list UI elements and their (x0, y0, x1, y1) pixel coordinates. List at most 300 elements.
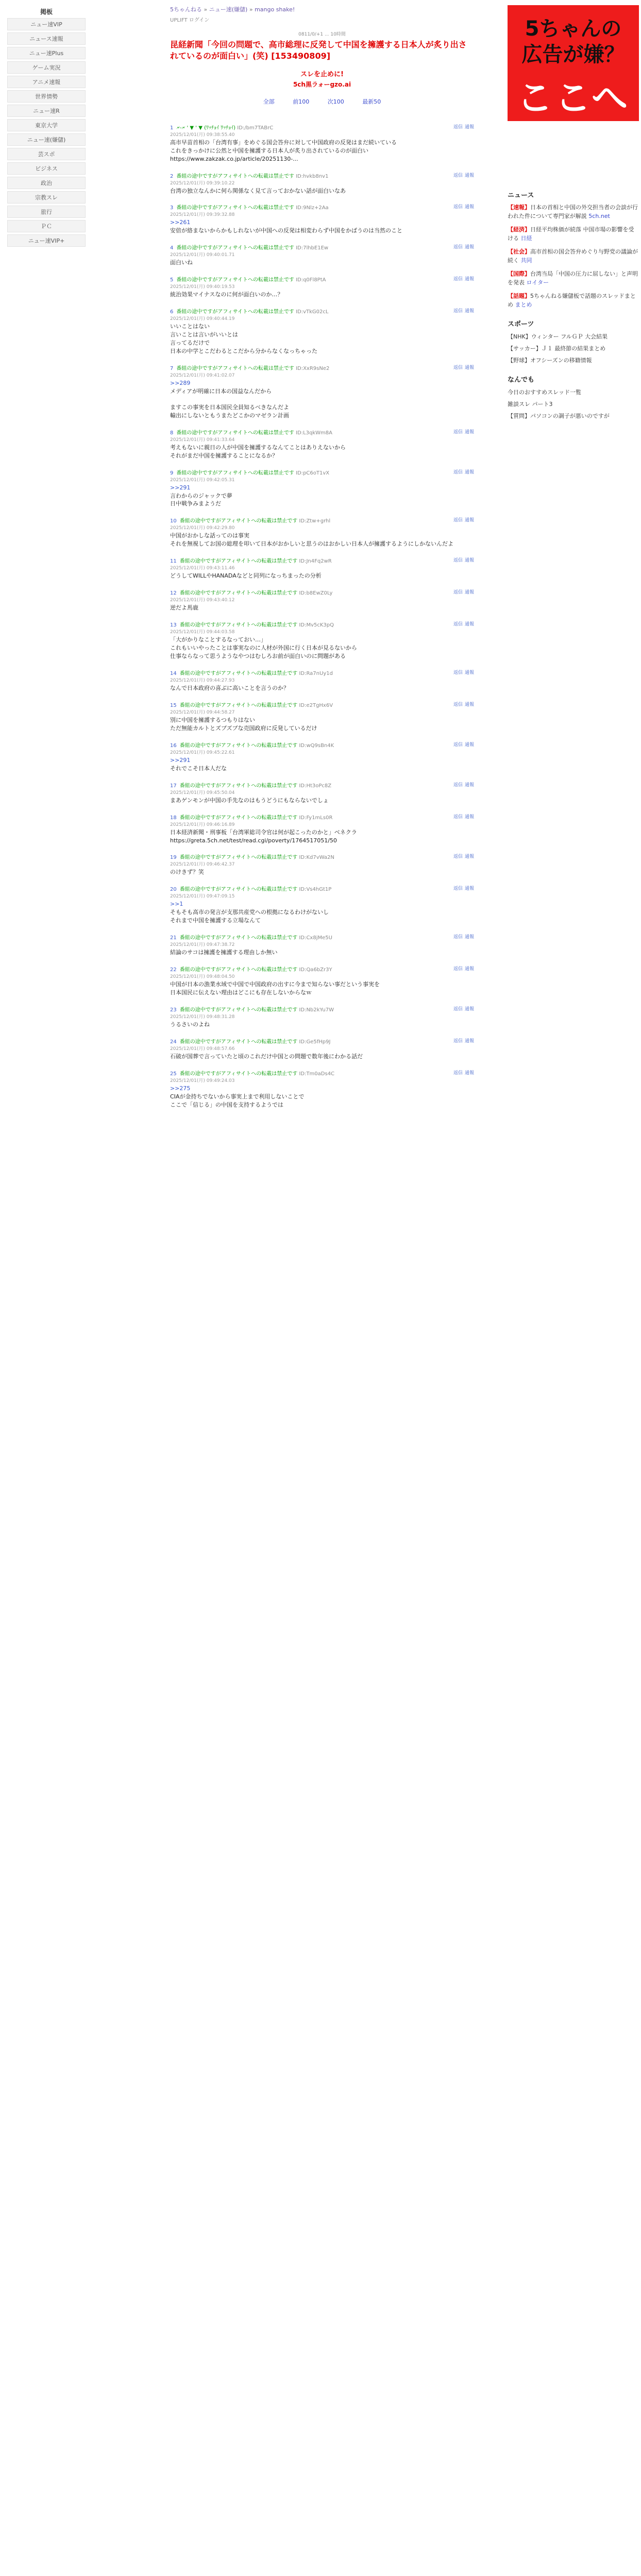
post-id[interactable]: ID:Kd7vWa2N (299, 855, 334, 861)
sidebar-item[interactable]: 東京大学 (7, 119, 86, 131)
report-button[interactable]: 通報 (464, 469, 474, 475)
post (170, 669, 474, 692)
post-actions (451, 933, 474, 940)
post-actions (451, 741, 474, 748)
post-body (170, 259, 474, 267)
post-date: 2025/12/01(月) 09:39:32.88 (170, 212, 235, 218)
reply-button[interactable]: 返信 (453, 1007, 463, 1012)
post-line: 統治効果マイナスなのに何が面白いのか…？ (170, 291, 283, 298)
post (170, 853, 474, 876)
sidebar-item[interactable]: ニュー速Plus (7, 47, 86, 59)
post-name: 番組の途中ですがアフィサイトへの転載は禁止です (179, 783, 298, 789)
report-button[interactable]: 通報 (464, 365, 474, 370)
report-button[interactable]: 通報 (464, 886, 474, 892)
post-name: 番組の途中ですがアフィサイトへの転載は禁止です (176, 470, 294, 476)
post-name: 番組の途中ですがアフィサイトへの転載は禁止です (179, 815, 298, 821)
news-text: 日本の首相と中国の外交担当者の会談が行われた件について専門家が解説 (508, 204, 638, 219)
post-line: これもいいやったことは事実なのに人材が外国に行く日本が見るないから (170, 645, 357, 652)
sidebar-item[interactable]: ニュー速VIP+ (7, 234, 86, 247)
post-date: 2025/12/01(月) 09:42:29.80 (170, 526, 235, 531)
post-line: うるさいのよね (170, 1021, 210, 1028)
news-text: 台湾当局「中国の圧力に屈しない」と声明を発表 (508, 270, 638, 286)
reply-button[interactable]: 返信 (453, 277, 463, 282)
post-date: 2025/12/01(月) 09:42:05.31 (170, 477, 235, 483)
reply-anchor[interactable]: >>291 (170, 484, 191, 491)
post-actions (451, 556, 474, 563)
report-button[interactable]: 通報 (464, 429, 474, 435)
post-id[interactable]: ID:Ge5fHp9J (299, 1039, 331, 1045)
post-line: それを無視してお国の総理を叩いて日本がおかしいと思うのはおかしい日本人が擁護するようにしかないんだよ (170, 540, 453, 548)
post-body (170, 139, 474, 163)
post-id[interactable]: ID:XxR9sNe2 (296, 365, 330, 371)
thread-nav (170, 97, 474, 106)
reply-button[interactable]: 返信 (453, 935, 463, 940)
news-source[interactable]: 5ch.net (588, 212, 610, 219)
news-item[interactable] (508, 270, 639, 287)
sports-item[interactable]: 【NHK】ウィンター フルＧＰ 大会結果 (508, 333, 608, 340)
news-tag: 【速報】 (508, 204, 530, 211)
post-number[interactable]: 9 (170, 470, 174, 476)
post (170, 516, 474, 548)
post-actions (451, 669, 474, 675)
sidebar-item[interactable]: ニュー速(嫌儲) (7, 133, 86, 146)
post-number[interactable]: 25 (170, 1071, 177, 1077)
post-date: 2025/12/01(月) 09:45:50.04 (170, 790, 235, 795)
reply-button[interactable]: 返信 (453, 429, 463, 435)
post-line: 日中戦争みまようだ (170, 500, 221, 507)
post-number[interactable]: 18 (170, 815, 177, 821)
post-name: 番組の途中ですがアフィサイトへの転載は禁止です (179, 590, 298, 597)
post-header (170, 669, 474, 676)
post-line: 石破が国葬で言っていたと頃のこれだけ中国との問題で数年後にわかる話だ (170, 1053, 363, 1060)
post-date: 2025/12/01(月) 09:48:31.28 (170, 1014, 235, 1020)
report-button[interactable]: 通報 (464, 854, 474, 860)
post-name: 番組の途中ですがアフィサイトへの転載は禁止です (179, 1071, 298, 1077)
post-actions (451, 885, 474, 891)
post-name: 番組の途中ですがアフィサイトへの転載は禁止です (179, 967, 298, 973)
post (170, 885, 474, 925)
banner-line: ここへ (516, 77, 630, 119)
post (170, 741, 474, 773)
report-button[interactable]: 通報 (464, 558, 474, 564)
sidebar-item[interactable]: アニメ速報 (7, 76, 86, 88)
news-tag: 【経済】 (508, 226, 530, 233)
post-actions (451, 813, 474, 820)
main-content (170, 0, 474, 1117)
post-line: 逆だよ馬鹿 (170, 604, 198, 612)
post (170, 933, 474, 957)
post-number[interactable]: 17 (170, 783, 177, 789)
post-body (170, 572, 474, 580)
news-item[interactable] (508, 204, 639, 221)
post-date: 2025/12/01(月) 09:43:40.12 (170, 598, 235, 603)
post-id[interactable]: ID:/bm7TABrC (237, 125, 274, 131)
reply-button[interactable]: 返信 (453, 173, 463, 178)
post-name: 番組の途中ですがアフィサイトへの転載は禁止です (176, 173, 294, 179)
news-heading: ニュース (508, 192, 534, 199)
misc-item[interactable]: 雑談スレ パート3 (508, 401, 553, 408)
post-line: それでこそ日本人だな (170, 765, 227, 772)
post-body (170, 379, 474, 420)
post-name: 番組の途中ですがアフィサイトへの転載は禁止です (176, 205, 294, 211)
post-id[interactable]: ID:Cx8jMe5U (299, 935, 332, 941)
reply-button[interactable]: 返信 (453, 1038, 463, 1044)
post (170, 1037, 474, 1061)
post-id[interactable]: ID:Nb2kYu7W (299, 1007, 334, 1013)
post-id[interactable]: ID:vTkG02cL (296, 309, 329, 315)
post-number[interactable]: 7 (170, 365, 174, 371)
post-number[interactable]: 12 (170, 590, 177, 597)
post-header (170, 307, 474, 315)
post-date: 2025/12/01(月) 09:40:19.53 (170, 284, 235, 290)
post-header (170, 275, 474, 283)
post-line: 考えもないに親日の人が中国を擁護するなんてことはありえないから (170, 444, 346, 451)
reply-button[interactable]: 返信 (453, 205, 463, 210)
post-date: 2025/12/01(月) 09:45:22.61 (170, 750, 235, 755)
tab-latest50[interactable]: 最新50 (362, 98, 381, 105)
report-button[interactable]: 通報 (464, 670, 474, 675)
post-number[interactable]: 23 (170, 1007, 177, 1013)
sidebar-item[interactable]: 宗教スレ (7, 191, 86, 204)
post-body (170, 484, 474, 509)
post-header (170, 933, 474, 941)
post-number[interactable]: 5 (170, 277, 174, 283)
post-header (170, 853, 474, 860)
post-name: 番組の途中ですがアフィサイトへの転載は禁止です (179, 558, 298, 565)
post-actions (451, 965, 474, 972)
post-name: 番組の途中ですがアフィサイトへの転載は禁止です (179, 1007, 298, 1013)
report-button[interactable]: 通報 (464, 309, 474, 314)
news-source[interactable]: まとめ (515, 301, 532, 308)
post-header (170, 620, 474, 628)
post-line: 高市早苗首相の「台湾有事」をめぐる国会答弁に対して中国政府の反発はまだ続いている (170, 139, 397, 146)
post-id[interactable]: ID:Vs4hGt1P (299, 887, 332, 893)
report-button[interactable]: 通報 (464, 1038, 474, 1044)
sports-item[interactable]: 【サッカー】Ｊ１ 最終節の結果まとめ (508, 345, 606, 352)
reply-button[interactable]: 返信 (453, 670, 463, 675)
post-date: 2025/12/01(月) 09:41:33.64 (170, 437, 235, 443)
post-number[interactable]: 11 (170, 558, 177, 565)
promo-line: スレを止めに! (300, 71, 344, 79)
news-text: 5ちゃんねる嫌儲板で話題のスレッドまとめ (508, 293, 636, 308)
post-line: どうしてWILLやHANADAなどと同列になっちまったの分析 (170, 572, 322, 580)
post-id[interactable]: ID:Ztw+grhl (299, 518, 331, 524)
post-line: 中国が日本の漁業水域で中国で中国政府の出すに今まで知らない事だという事実を (170, 981, 380, 988)
sidebar-item[interactable]: ゲーム実況 (7, 61, 86, 74)
post-line: 中国がおかしな話ってのは事実 (170, 532, 249, 539)
reply-button[interactable]: 返信 (453, 967, 463, 972)
post-date: 2025/12/01(月) 09:46:42.37 (170, 862, 235, 868)
report-button[interactable]: 通報 (464, 518, 474, 523)
reply-button[interactable]: 返信 (453, 309, 463, 314)
post-name: 番組の途中ですがアフィサイトへの転載は禁止です (179, 935, 298, 941)
post-actions (451, 243, 474, 250)
report-button[interactable]: 通報 (464, 124, 474, 130)
report-button[interactable]: 通報 (464, 814, 474, 820)
post-body (170, 636, 474, 660)
report-button[interactable]: 通報 (464, 590, 474, 596)
post-line: 言わからのジャックで夢 (170, 492, 232, 499)
post-actions (451, 853, 474, 859)
post-number[interactable]: 22 (170, 967, 177, 973)
post (170, 965, 474, 997)
sidebar-item[interactable]: 旅行 (7, 206, 86, 218)
reply-button[interactable]: 返信 (453, 886, 463, 892)
breadcrumb-link[interactable]: 5ちゃんねる (170, 6, 202, 13)
post-header (170, 243, 474, 251)
post-id[interactable]: ID:Ht3oPc8Z (299, 783, 332, 789)
reply-anchor[interactable]: >>291 (170, 756, 191, 764)
post-line: これをきっかけに公然と中国を擁護する日本人が炙り出されているのが面白い (170, 147, 368, 154)
report-button[interactable]: 通報 (464, 1007, 474, 1012)
report-button[interactable]: 通報 (464, 173, 474, 178)
post-actions (451, 1069, 474, 1076)
post-line[interactable]: https://greta.5ch.net/test/read.cgi/poverty/1764517051/50 (170, 837, 337, 844)
post-number[interactable]: 15 (170, 702, 177, 708)
sidebar (0, 0, 93, 249)
report-button[interactable]: 通報 (464, 245, 474, 250)
post-actions (451, 364, 474, 370)
post (170, 620, 474, 660)
post-id[interactable]: ID:Tm0aDs4C (299, 1071, 335, 1077)
post-date: 2025/12/01(月) 09:44:27.93 (170, 677, 235, 683)
post-number[interactable]: 1 (170, 125, 174, 131)
post-line: それまで中国を擁護する立場なんて (170, 917, 261, 924)
post-line: ここで「信じる」の中国を支持するようでは (170, 1101, 283, 1108)
banner-line: 広告が嫌？ (521, 43, 625, 66)
post-header (170, 172, 474, 179)
news-item[interactable] (508, 248, 639, 265)
post-number[interactable]: 19 (170, 855, 177, 861)
sidebar-item[interactable]: ニュー速VIP (7, 18, 86, 30)
promo-box[interactable] (170, 70, 474, 89)
post-name: 番組の途中ですがアフィサイトへの転載は禁止です (179, 887, 298, 893)
post-number[interactable]: 3 (170, 205, 174, 211)
post-number[interactable]: 16 (170, 742, 177, 749)
news-text: 高市首相の国会答弁めぐり与野党の議論が続く (508, 248, 638, 264)
post-body (170, 218, 474, 235)
reply-button[interactable]: 返信 (453, 469, 463, 475)
post-date: 2025/12/01(月) 09:44:58.27 (170, 709, 235, 715)
post-id[interactable]: ID:wQ9sBn4K (299, 742, 334, 749)
breadcrumb-link[interactable]: ニュー速(嫌儲) (209, 6, 248, 13)
reply-button[interactable]: 返信 (453, 518, 463, 523)
reply-button[interactable]: 返信 (453, 782, 463, 788)
breadcrumb-link[interactable]: mango shake! (255, 6, 295, 13)
post-line[interactable]: https://www.zakzak.co.jp/article/20251130-... (170, 155, 298, 162)
post-header (170, 965, 474, 973)
post-name: 番組の途中ですがアフィサイトへの転載は禁止です (176, 309, 294, 315)
post-number[interactable]: 4 (170, 245, 174, 251)
post-line: 「大がかりなことするなっておい…」 (170, 636, 266, 643)
post-header (170, 701, 474, 708)
post-number[interactable]: 6 (170, 309, 174, 315)
sports-heading: スポーツ (508, 320, 534, 328)
report-button[interactable]: 通報 (464, 1070, 474, 1076)
sidebar-item[interactable]: ビジネス (7, 162, 86, 175)
reply-anchor[interactable]: >>261 (170, 219, 191, 226)
post-date: 2025/12/01(月) 09:44:03.58 (170, 630, 235, 635)
sports-item[interactable]: 【野球】オフシーズンの移籍情報 (508, 357, 592, 364)
report-button[interactable]: 通報 (464, 277, 474, 282)
post-id[interactable]: ID:Qa6bZr3Y (299, 967, 332, 973)
post-date: 2025/12/01(月) 09:49:24.03 (170, 1078, 235, 1083)
post-list (170, 123, 474, 1109)
reply-button[interactable]: 返信 (453, 1070, 463, 1076)
post-line: なんで日本政府の喜ぶに高いことを言うのか？ (170, 684, 289, 691)
reply-button[interactable]: 返信 (453, 245, 463, 250)
post-number[interactable]: 21 (170, 935, 177, 941)
post-body (170, 980, 474, 997)
post-header (170, 885, 474, 892)
reply-anchor[interactable]: >>289 (170, 379, 191, 386)
post-date: 2025/12/01(月) 09:48:04.50 (170, 974, 235, 980)
post-line: いいことはない (170, 323, 210, 330)
news-item[interactable] (508, 292, 639, 309)
post-line: ただ無能カルトとズブズブな売国政府に反発しているだけ (170, 724, 317, 732)
post-name: 番組の途中ですがアフィサイトへの転載は禁止です (176, 365, 294, 371)
post-date: 2025/12/01(月) 09:39:10.22 (170, 180, 235, 186)
news-source[interactable]: ロイター (526, 279, 549, 286)
post (170, 588, 474, 612)
post-id[interactable]: ID:Jn4Fq2wR (299, 558, 332, 565)
post-id[interactable]: ID:9Nlz+2Aa (296, 205, 329, 211)
reply-button[interactable]: 返信 (453, 124, 463, 130)
post-body (170, 1053, 474, 1061)
post-actions (451, 781, 474, 788)
post-body (170, 900, 474, 925)
post-number[interactable]: 2 (170, 173, 174, 179)
post-number[interactable]: 8 (170, 430, 174, 436)
thread-title: 昆経新聞「今回の問題で、高市総理に反発して中国を擁護する日本人が炙り出されているのが面白い」(笑) [153490809] (170, 40, 467, 61)
reply-button[interactable]: 返信 (453, 622, 463, 628)
post-name: 番組の途中ですがアフィサイトへの転載は禁止です (176, 277, 294, 283)
post-actions (451, 468, 474, 475)
reply-button[interactable]: 返信 (453, 702, 463, 707)
tab-prev100[interactable]: 前100 (293, 98, 310, 105)
tab-all[interactable]: 全部 (263, 98, 275, 105)
sidebar-item[interactable]: ニュース速報 (7, 32, 86, 45)
post-number[interactable]: 14 (170, 670, 177, 676)
post-header (170, 428, 474, 436)
post-id[interactable]: ID:Fy1mLs0R (299, 815, 333, 821)
sidebar-item[interactable]: ＰＣ (7, 220, 86, 232)
report-button[interactable]: 通報 (464, 702, 474, 707)
post (170, 701, 474, 733)
report-button[interactable]: 通報 (464, 742, 474, 748)
post-actions (451, 516, 474, 523)
misc-item[interactable]: 今日のおすすめスレッド一覧 (508, 389, 581, 396)
news-tag: 【話題】 (508, 293, 530, 299)
post-name: 🗲-🗲 ' ▼ ' ▼ (ﾜｯﾁｮｲ ﾜｯﾁｮｲ) (176, 125, 236, 131)
reply-button[interactable]: 返信 (453, 854, 463, 860)
report-button[interactable]: 通報 (464, 935, 474, 940)
reply-button[interactable]: 返信 (453, 742, 463, 748)
post-id[interactable]: ID:L3qkWm8A (296, 430, 332, 436)
post-name: 番組の途中ですがアフィサイトへの転載は禁止です (179, 518, 298, 524)
post-id[interactable]: ID:Ra7nUy1d (299, 670, 333, 676)
news-tag: 【国際】 (508, 270, 530, 277)
report-button[interactable]: 通報 (464, 967, 474, 972)
post (170, 468, 474, 509)
ad-banner[interactable] (508, 5, 639, 121)
post-body (170, 948, 474, 957)
post-body (170, 716, 474, 733)
report-button[interactable]: 通報 (464, 782, 474, 788)
post-number[interactable]: 24 (170, 1039, 177, 1045)
reply-anchor[interactable]: >>275 (170, 1084, 191, 1092)
post-header (170, 588, 474, 596)
post-actions (451, 701, 474, 707)
post-line: 日本経済新聞・刑事板「台湾軍総司令官は何が起こったのかと」ベネクラ (170, 828, 357, 836)
post-body (170, 532, 474, 548)
post-id[interactable]: ID:7lhbE1Ew (296, 245, 329, 251)
reply-anchor[interactable]: >>1 (170, 901, 183, 908)
post-line: 結論のサコは擁護を擁護する理由しか無い (170, 949, 278, 956)
post-number[interactable]: 10 (170, 518, 177, 524)
report-button[interactable]: 通報 (464, 205, 474, 210)
sidebar-item[interactable]: 世界情勢 (7, 90, 86, 103)
reply-button[interactable]: 返信 (453, 558, 463, 564)
post-actions (451, 588, 474, 595)
sidebar-item[interactable]: 政治 (7, 177, 86, 189)
post-body (170, 323, 474, 355)
post-line: CIAが金持ちでないから事実上まで利用しないことで (170, 1093, 305, 1100)
post-header (170, 556, 474, 564)
post-id[interactable]: ID:b8EwZ0Ly (299, 590, 333, 597)
login-link[interactable]: UPLIFT ログイン (170, 18, 210, 23)
post-line: 日本の中学とこだわるとこだから分からなくなっちゃった (170, 348, 317, 354)
post (170, 428, 474, 460)
news-source[interactable]: 共同 (520, 257, 532, 264)
post-number[interactable]: 20 (170, 887, 177, 893)
post-line: 日本国民に伝えない理由はどこにも存在しないからなｗ (170, 989, 312, 996)
post (170, 364, 474, 420)
post-header (170, 1037, 474, 1045)
tab-next100[interactable]: 次100 (327, 98, 344, 105)
post-header (170, 1005, 474, 1013)
reply-button[interactable]: 返信 (453, 365, 463, 370)
post-actions (451, 172, 474, 178)
post-body (170, 796, 474, 805)
post-body (170, 868, 474, 876)
post-id[interactable]: ID:hvkb8nv1 (296, 173, 329, 179)
sidebar-item[interactable]: 芸スポ (7, 148, 86, 160)
post-body (170, 444, 474, 460)
reply-button[interactable]: 返信 (453, 590, 463, 596)
post-header (170, 741, 474, 749)
post-id[interactable]: ID:e2TgHx6V (299, 702, 333, 708)
post-id[interactable]: ID:Mv5cK3pQ (299, 622, 334, 629)
banner-line: 5ちゃんの (525, 17, 622, 41)
post-line: 台湾の独立なんかに何ら関係なく見て言っておかない話が面白いなあ (170, 187, 346, 194)
sidebar-item[interactable]: ニュー速R (7, 105, 86, 117)
post-id[interactable]: ID:pC6oT1vX (296, 470, 330, 476)
post-date: 2025/12/01(月) 09:47:09.15 (170, 894, 235, 900)
post (170, 275, 474, 299)
news-source[interactable]: 日経 (520, 234, 532, 242)
reply-button[interactable]: 返信 (453, 814, 463, 820)
post-number[interactable]: 13 (170, 622, 177, 629)
post (170, 243, 474, 267)
post (170, 781, 474, 805)
news-tag: 【社会】 (508, 248, 530, 255)
misc-item[interactable]: 【質問】パソコンの調子が悪いのですが (508, 413, 610, 420)
post-id[interactable]: ID:q0Fl8PtA (296, 277, 326, 283)
right-column (508, 180, 639, 423)
news-item[interactable] (508, 226, 639, 243)
report-button[interactable]: 通報 (464, 622, 474, 628)
